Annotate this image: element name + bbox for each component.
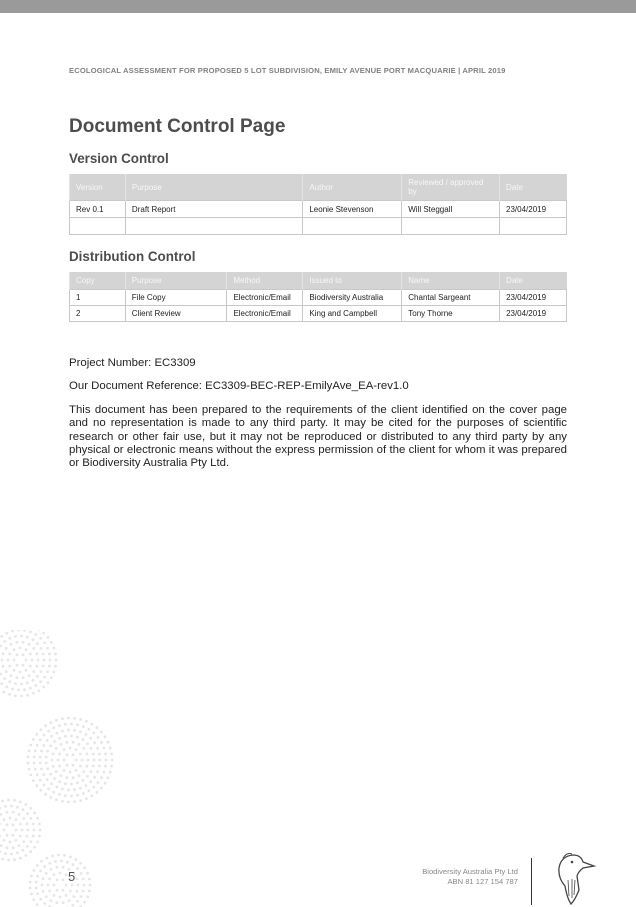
column-header: Date [500, 174, 567, 201]
column-header: Purpose [125, 272, 227, 290]
project-number: Project Number: EC3309 [69, 357, 196, 369]
disclaimer-paragraph: This document has been prepared to the requirements of the client identified on the cover page and no representation is made to any third party. It may be cited for the purposes of scientific research or other fair use, but it may not be reproduced or distributed to any third party by any physical or electronic means without the express permission of the client for whom it was prepared or Biodiversity Australia Pty Ltd. [69, 404, 567, 470]
table-cell: Tony Thorne [402, 306, 500, 322]
version-control-heading: Version Control [69, 151, 169, 166]
table-row [70, 201, 567, 218]
table-cell [303, 218, 402, 235]
column-header: Reviewed / approved by [402, 174, 500, 201]
running-header: ECOLOGICAL ASSESSMENT FOR PROPOSED 5 LOT SUBDIVISION, EMILY AVENUE PORT MACQUARIE | APRIL 2019 [69, 66, 506, 75]
table-row [70, 218, 567, 235]
company-info [380, 867, 518, 887]
top-bar [0, 0, 636, 13]
dotted-pattern-decoration [0, 630, 120, 907]
column-header: Name [402, 272, 500, 290]
document-reference: Our Document Reference: EC3309-BEC-REP-EmilyAve_EA-rev1.0 [69, 380, 409, 392]
distribution-control-heading: Distribution Control [69, 249, 196, 264]
table-cell: Biodiversity Australia [303, 290, 402, 306]
table-cell: 23/04/2019 [500, 201, 567, 218]
table-cell [500, 218, 567, 235]
table-cell: 1 [70, 290, 126, 306]
table-cell [125, 218, 302, 235]
table-cell: Chantal Sargeant [402, 290, 500, 306]
column-header: Method [227, 272, 303, 290]
table-cell [70, 218, 126, 235]
table-cell: King and Campbell [303, 306, 402, 322]
page-number: 5 [68, 869, 76, 884]
column-header: Issued to [303, 272, 402, 290]
page-title: Document Control Page [69, 116, 286, 137]
table-row [70, 306, 567, 322]
company-abn: ABN 81 127 154 787 [447, 877, 518, 886]
column-header: Copy [70, 272, 126, 290]
table-cell: Electronic/Email [227, 290, 303, 306]
table-cell: 23/04/2019 [500, 306, 567, 322]
table-cell: 23/04/2019 [500, 290, 567, 306]
column-header: Version [70, 174, 126, 201]
table-cell: Draft Report [125, 201, 302, 218]
table-cell: Leonie Stevenson [303, 201, 402, 218]
column-header: Purpose [125, 174, 302, 201]
table-cell: Client Review [125, 306, 227, 322]
distribution-control-table [69, 272, 567, 322]
table-cell: Rev 0.1 [70, 201, 126, 218]
table-row [70, 290, 567, 306]
table-cell: Electronic/Email [227, 306, 303, 322]
table-cell [402, 218, 500, 235]
version-control-table [69, 174, 567, 235]
kookaburra-logo-icon [547, 846, 597, 906]
footer-divider [531, 858, 532, 905]
column-header: Date [500, 272, 567, 290]
company-name: Biodiversity Australia Pty Ltd [422, 867, 518, 876]
table-cell: 2 [70, 306, 126, 322]
table-cell: Will Steggall [402, 201, 500, 218]
table-cell: File Copy [125, 290, 227, 306]
column-header: Author [303, 174, 402, 201]
